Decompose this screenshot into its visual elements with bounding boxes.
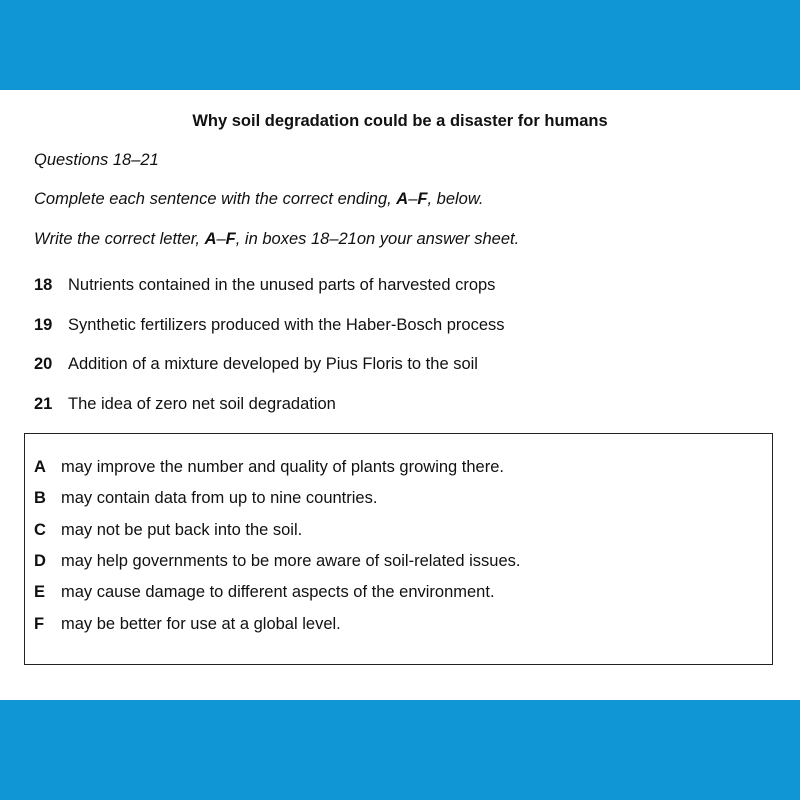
questions-heading: Questions 18–21 — [34, 151, 159, 169]
question-item — [34, 276, 495, 295]
question-number: 20 — [34, 355, 53, 373]
option-item — [34, 458, 504, 477]
instruction-text-end: , below. — [427, 190, 484, 208]
question-number: 18 — [34, 276, 53, 294]
question-text: Nutrients contained in the unused parts of harvested crops — [68, 276, 496, 294]
range-start-letter: A — [396, 190, 409, 208]
option-letter: A — [34, 458, 46, 476]
instruction-text-start: Complete each sentence with the correct ending, — [34, 190, 397, 208]
instruction-complete-sentence — [34, 190, 483, 209]
question-text: The idea of zero net soil degradation — [68, 395, 336, 413]
question-item — [34, 355, 478, 374]
page-title: Why soil degradation could be a disaster for humans — [192, 112, 608, 130]
option-text: may not be put back into the soil. — [61, 521, 303, 539]
option-text: may help governments to be more aware of soil-related issues. — [61, 552, 521, 570]
option-item — [34, 521, 302, 540]
option-item — [34, 489, 377, 508]
option-item — [34, 552, 520, 571]
question-text: Addition of a mixture developed by Pius Floris to the soil — [68, 355, 478, 373]
option-text: may contain data from up to nine countries. — [61, 489, 378, 507]
option-letter: C — [34, 521, 46, 539]
instruction-text-start: Write the correct letter, — [34, 230, 205, 248]
range-dash: – — [216, 230, 226, 248]
question-text: Synthetic fertilizers produced with the Haber-Bosch process — [68, 316, 505, 334]
instruction-text-end: , in boxes 18–21on your answer sheet. — [235, 230, 520, 248]
bottom-blue-band — [0, 700, 800, 800]
option-text: may cause damage to different aspects of the environment. — [61, 583, 495, 601]
question-item — [34, 395, 336, 414]
question-item — [34, 316, 505, 335]
option-letter: E — [34, 583, 46, 601]
instruction-write-letter — [34, 230, 519, 249]
option-item — [34, 615, 341, 634]
top-blue-band — [0, 0, 800, 90]
option-letter: B — [34, 489, 46, 507]
options-box — [24, 433, 773, 665]
question-number: 21 — [34, 395, 53, 413]
option-letter: D — [34, 552, 46, 570]
option-letter: F — [34, 615, 45, 633]
option-item — [34, 583, 495, 602]
range-start-letter: A — [204, 230, 217, 248]
question-number: 19 — [34, 316, 53, 334]
range-end-letter: F — [417, 190, 428, 208]
worksheet — [0, 90, 800, 700]
range-end-letter: F — [225, 230, 236, 248]
range-dash: – — [408, 190, 418, 208]
option-text: may improve the number and quality of plants growing there. — [61, 458, 504, 476]
option-text: may be better for use at a global level. — [61, 615, 341, 633]
